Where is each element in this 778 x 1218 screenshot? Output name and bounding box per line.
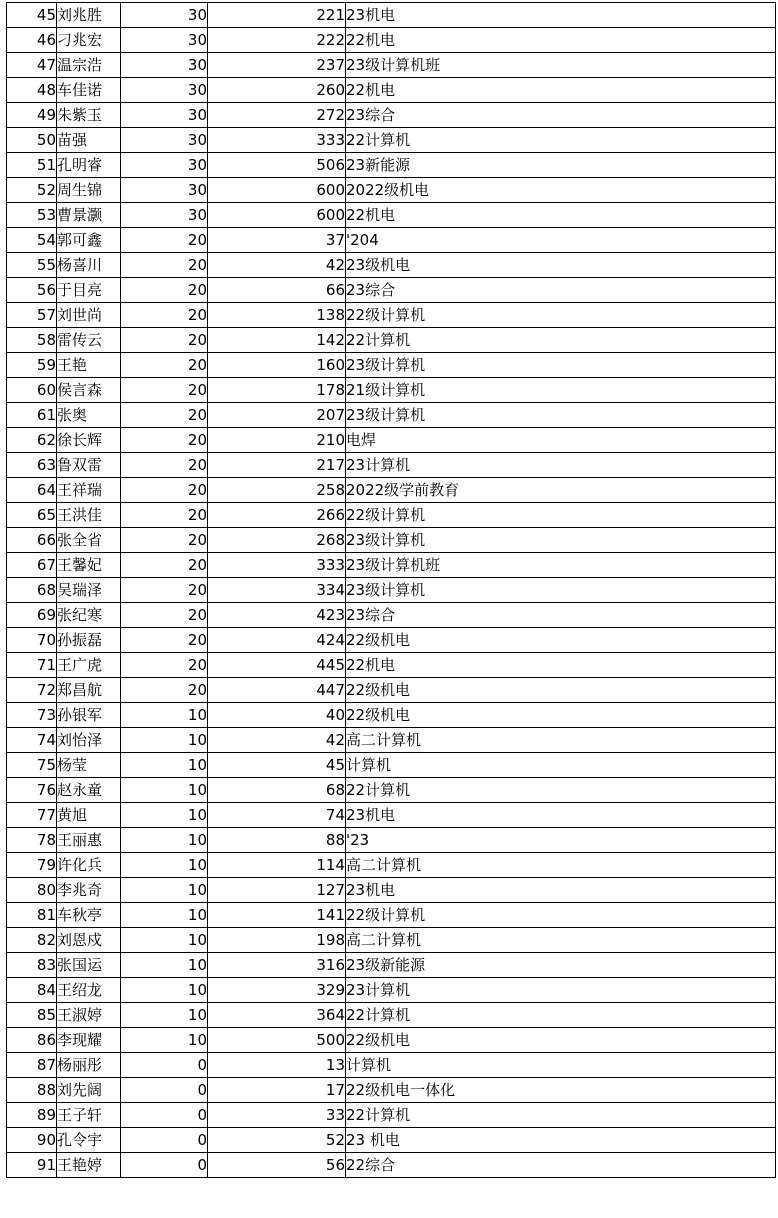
row-number-cell: 84 [7, 978, 57, 1003]
class-cell: 22机电 [346, 203, 776, 228]
score-cell: 20 [121, 353, 208, 378]
student-id-cell: 316 [208, 953, 346, 978]
row-number-cell: 63 [7, 453, 57, 478]
student-name-cell: 侯言森 [57, 378, 121, 403]
row-number-cell: 71 [7, 653, 57, 678]
table-row [7, 553, 776, 578]
row-number-cell: 57 [7, 303, 57, 328]
score-cell: 20 [121, 228, 208, 253]
row-number-cell: 65 [7, 503, 57, 528]
student-name-cell: 王淑婷 [57, 1003, 121, 1028]
student-id-cell: 88 [208, 828, 346, 853]
student-id-cell: 141 [208, 903, 346, 928]
student-name-cell: 王祥瑞 [57, 478, 121, 503]
row-number-cell: 54 [7, 228, 57, 253]
class-cell: 22级计算机 [346, 303, 776, 328]
table-row [7, 803, 776, 828]
table-row [7, 478, 776, 503]
student-id-cell: 127 [208, 878, 346, 903]
row-number-cell: 60 [7, 378, 57, 403]
student-name-cell: 杨丽彤 [57, 1053, 121, 1078]
student-id-cell: 40 [208, 703, 346, 728]
student-id-cell: 37 [208, 228, 346, 253]
class-cell: 22级机电一体化 [346, 1078, 776, 1103]
class-cell: 23级计算机班 [346, 53, 776, 78]
row-number-cell: 77 [7, 803, 57, 828]
student-id-cell: 114 [208, 853, 346, 878]
table-row [7, 1153, 776, 1178]
class-cell: 23机电 [346, 803, 776, 828]
score-cell: 20 [121, 603, 208, 628]
class-cell: 22级机电 [346, 703, 776, 728]
score-cell: 10 [121, 803, 208, 828]
student-id-cell: 142 [208, 328, 346, 353]
student-id-cell: 334 [208, 578, 346, 603]
row-number-cell: 89 [7, 1103, 57, 1128]
table-row [7, 278, 776, 303]
table-row [7, 453, 776, 478]
score-cell: 0 [121, 1053, 208, 1078]
student-id-cell: 45 [208, 753, 346, 778]
student-name-cell: 赵永童 [57, 778, 121, 803]
table-row [7, 1128, 776, 1153]
student-name-cell: 温宗浩 [57, 53, 121, 78]
student-name-cell: 孙银军 [57, 703, 121, 728]
row-number-cell: 49 [7, 103, 57, 128]
table-row [7, 328, 776, 353]
row-number-cell: 73 [7, 703, 57, 728]
score-cell: 10 [121, 978, 208, 1003]
table-row [7, 378, 776, 403]
table-row [7, 753, 776, 778]
score-cell: 30 [121, 203, 208, 228]
class-cell: 22计算机 [346, 328, 776, 353]
table-row [7, 1028, 776, 1053]
class-cell: 23级计算机 [346, 578, 776, 603]
student-id-cell: 424 [208, 628, 346, 653]
row-number-cell: 50 [7, 128, 57, 153]
student-id-cell: 56 [208, 1153, 346, 1178]
student-id-cell: 221 [208, 3, 346, 28]
row-number-cell: 68 [7, 578, 57, 603]
class-cell: 23计算机 [346, 978, 776, 1003]
student-name-cell: 李兆奇 [57, 878, 121, 903]
table-row [7, 203, 776, 228]
table-row [7, 103, 776, 128]
student-name-cell: 张国运 [57, 953, 121, 978]
class-cell: 23级新能源 [346, 953, 776, 978]
score-cell: 20 [121, 478, 208, 503]
score-cell: 20 [121, 428, 208, 453]
student-name-cell: 刘恩戍 [57, 928, 121, 953]
table-row [7, 53, 776, 78]
class-cell: 23计算机 [346, 453, 776, 478]
table-row [7, 653, 776, 678]
class-cell: 高二计算机 [346, 728, 776, 753]
student-name-cell: 苗强 [57, 128, 121, 153]
row-number-cell: 74 [7, 728, 57, 753]
class-cell: 22计算机 [346, 778, 776, 803]
table-row [7, 528, 776, 553]
row-number-cell: 46 [7, 28, 57, 53]
student-id-cell: 138 [208, 303, 346, 328]
table-row [7, 1003, 776, 1028]
class-cell: 23综合 [346, 603, 776, 628]
class-cell: 22级机电 [346, 678, 776, 703]
class-cell: 23级计算机 [346, 353, 776, 378]
row-number-cell: 62 [7, 428, 57, 453]
student-id-cell: 207 [208, 403, 346, 428]
student-id-cell: 260 [208, 78, 346, 103]
student-name-cell: 雷传云 [57, 328, 121, 353]
student-name-cell: 郑昌航 [57, 678, 121, 703]
table-row [7, 428, 776, 453]
class-cell: 23级计算机班 [346, 553, 776, 578]
results-table-body [7, 3, 776, 1178]
row-number-cell: 78 [7, 828, 57, 853]
student-name-cell: 徐长辉 [57, 428, 121, 453]
table-row [7, 878, 776, 903]
results-table [6, 2, 776, 1178]
score-cell: 10 [121, 1028, 208, 1053]
table-row [7, 303, 776, 328]
student-id-cell: 445 [208, 653, 346, 678]
student-id-cell: 68 [208, 778, 346, 803]
score-cell: 10 [121, 1003, 208, 1028]
student-name-cell: 孙振磊 [57, 628, 121, 653]
score-cell: 30 [121, 28, 208, 53]
student-name-cell: 杨喜川 [57, 253, 121, 278]
student-id-cell: 500 [208, 1028, 346, 1053]
row-number-cell: 80 [7, 878, 57, 903]
student-id-cell: 198 [208, 928, 346, 953]
score-cell: 20 [121, 303, 208, 328]
student-name-cell: 杨莹 [57, 753, 121, 778]
row-number-cell: 79 [7, 853, 57, 878]
score-cell: 30 [121, 3, 208, 28]
table-row [7, 778, 776, 803]
table-row [7, 1078, 776, 1103]
student-id-cell: 272 [208, 103, 346, 128]
class-cell: 22计算机 [346, 1003, 776, 1028]
score-cell: 20 [121, 553, 208, 578]
table-row [7, 578, 776, 603]
table-row [7, 403, 776, 428]
class-cell: 22计算机 [346, 128, 776, 153]
table-row [7, 28, 776, 53]
score-cell: 10 [121, 703, 208, 728]
student-name-cell: 孔令宇 [57, 1128, 121, 1153]
student-name-cell: 王子轩 [57, 1103, 121, 1128]
score-cell: 20 [121, 528, 208, 553]
class-cell: 高二计算机 [346, 928, 776, 953]
row-number-cell: 88 [7, 1078, 57, 1103]
row-number-cell: 69 [7, 603, 57, 628]
score-cell: 10 [121, 853, 208, 878]
class-cell: 23级计算机 [346, 528, 776, 553]
row-number-cell: 81 [7, 903, 57, 928]
class-cell: 高二计算机 [346, 853, 776, 878]
class-cell: 22机电 [346, 653, 776, 678]
class-cell: 2022级学前教育 [346, 478, 776, 503]
row-number-cell: 53 [7, 203, 57, 228]
student-id-cell: 13 [208, 1053, 346, 1078]
table-row [7, 928, 776, 953]
score-cell: 20 [121, 378, 208, 403]
class-cell: 23级计算机 [346, 403, 776, 428]
class-cell: '23 [346, 828, 776, 853]
student-name-cell: 张全省 [57, 528, 121, 553]
student-id-cell: 333 [208, 553, 346, 578]
table-row [7, 978, 776, 1003]
class-cell: 计算机 [346, 1053, 776, 1078]
score-cell: 20 [121, 578, 208, 603]
table-row [7, 78, 776, 103]
score-cell: 0 [121, 1078, 208, 1103]
class-cell: 电焊 [346, 428, 776, 453]
student-id-cell: 423 [208, 603, 346, 628]
score-cell: 20 [121, 403, 208, 428]
class-cell: 22级计算机 [346, 903, 776, 928]
row-number-cell: 64 [7, 478, 57, 503]
table-row [7, 3, 776, 28]
row-number-cell: 47 [7, 53, 57, 78]
row-number-cell: 86 [7, 1028, 57, 1053]
student-name-cell: 王艳 [57, 353, 121, 378]
table-row [7, 253, 776, 278]
row-number-cell: 51 [7, 153, 57, 178]
student-id-cell: 17 [208, 1078, 346, 1103]
student-name-cell: 张奥 [57, 403, 121, 428]
student-name-cell: 车佳诺 [57, 78, 121, 103]
student-id-cell: 600 [208, 178, 346, 203]
student-name-cell: 刁兆宏 [57, 28, 121, 53]
student-id-cell: 258 [208, 478, 346, 503]
student-id-cell: 66 [208, 278, 346, 303]
score-cell: 10 [121, 928, 208, 953]
row-number-cell: 82 [7, 928, 57, 953]
student-id-cell: 160 [208, 353, 346, 378]
student-id-cell: 33 [208, 1103, 346, 1128]
score-cell: 10 [121, 878, 208, 903]
class-cell: 23综合 [346, 278, 776, 303]
class-cell: 23综合 [346, 103, 776, 128]
class-cell: 计算机 [346, 753, 776, 778]
class-cell: 22机电 [346, 78, 776, 103]
row-number-cell: 45 [7, 3, 57, 28]
student-name-cell: 黄旭 [57, 803, 121, 828]
score-cell: 30 [121, 53, 208, 78]
table-row [7, 1053, 776, 1078]
class-cell: 22级机电 [346, 628, 776, 653]
table-row [7, 703, 776, 728]
student-name-cell: 许化兵 [57, 853, 121, 878]
student-id-cell: 268 [208, 528, 346, 553]
class-cell: 22级机电 [346, 1028, 776, 1053]
student-id-cell: 52 [208, 1128, 346, 1153]
student-name-cell: 王绍龙 [57, 978, 121, 1003]
student-name-cell: 王广虎 [57, 653, 121, 678]
student-name-cell: 刘先阔 [57, 1078, 121, 1103]
student-id-cell: 329 [208, 978, 346, 1003]
student-name-cell: 刘怡泽 [57, 728, 121, 753]
student-id-cell: 42 [208, 728, 346, 753]
row-number-cell: 48 [7, 78, 57, 103]
student-id-cell: 266 [208, 503, 346, 528]
table-row [7, 603, 776, 628]
score-cell: 20 [121, 253, 208, 278]
score-cell: 10 [121, 778, 208, 803]
class-cell: 22计算机 [346, 1103, 776, 1128]
row-number-cell: 52 [7, 178, 57, 203]
student-name-cell: 张纪寒 [57, 603, 121, 628]
class-cell: 23机电 [346, 878, 776, 903]
table-row [7, 903, 776, 928]
student-id-cell: 333 [208, 128, 346, 153]
score-cell: 10 [121, 728, 208, 753]
student-name-cell: 刘兆胜 [57, 3, 121, 28]
score-cell: 30 [121, 78, 208, 103]
student-id-cell: 210 [208, 428, 346, 453]
row-number-cell: 87 [7, 1053, 57, 1078]
score-cell: 0 [121, 1128, 208, 1153]
table-row [7, 1103, 776, 1128]
score-cell: 20 [121, 628, 208, 653]
score-cell: 0 [121, 1103, 208, 1128]
table-row [7, 728, 776, 753]
class-cell: 23级机电 [346, 253, 776, 278]
student-name-cell: 李现耀 [57, 1028, 121, 1053]
class-cell: 22级计算机 [346, 503, 776, 528]
table-row [7, 853, 776, 878]
student-id-cell: 506 [208, 153, 346, 178]
table-row [7, 128, 776, 153]
table-row [7, 628, 776, 653]
row-number-cell: 83 [7, 953, 57, 978]
student-id-cell: 217 [208, 453, 346, 478]
score-cell: 20 [121, 503, 208, 528]
row-number-cell: 58 [7, 328, 57, 353]
score-cell: 10 [121, 903, 208, 928]
student-name-cell: 曹景灏 [57, 203, 121, 228]
class-cell: 23机电 [346, 3, 776, 28]
table-row [7, 678, 776, 703]
row-number-cell: 76 [7, 778, 57, 803]
row-number-cell: 75 [7, 753, 57, 778]
row-number-cell: 66 [7, 528, 57, 553]
class-cell: 22综合 [346, 1153, 776, 1178]
student-id-cell: 600 [208, 203, 346, 228]
table-row [7, 503, 776, 528]
row-number-cell: 90 [7, 1128, 57, 1153]
score-cell: 20 [121, 278, 208, 303]
table-row [7, 178, 776, 203]
student-id-cell: 178 [208, 378, 346, 403]
student-name-cell: 王洪佳 [57, 503, 121, 528]
table-row [7, 828, 776, 853]
score-cell: 20 [121, 328, 208, 353]
row-number-cell: 67 [7, 553, 57, 578]
student-name-cell: 王馨妃 [57, 553, 121, 578]
student-id-cell: 447 [208, 678, 346, 703]
table-row [7, 953, 776, 978]
class-cell: 21级计算机 [346, 378, 776, 403]
score-cell: 30 [121, 103, 208, 128]
row-number-cell: 85 [7, 1003, 57, 1028]
score-cell: 20 [121, 453, 208, 478]
student-name-cell: 孔明睿 [57, 153, 121, 178]
student-name-cell: 车秋亭 [57, 903, 121, 928]
student-id-cell: 222 [208, 28, 346, 53]
row-number-cell: 72 [7, 678, 57, 703]
score-cell: 10 [121, 753, 208, 778]
score-cell: 0 [121, 1153, 208, 1178]
row-number-cell: 56 [7, 278, 57, 303]
class-cell: 22机电 [346, 28, 776, 53]
student-name-cell: 郭可鑫 [57, 228, 121, 253]
student-name-cell: 周生锦 [57, 178, 121, 203]
table-row [7, 353, 776, 378]
score-cell: 20 [121, 678, 208, 703]
student-name-cell: 王艳婷 [57, 1153, 121, 1178]
score-cell: 30 [121, 178, 208, 203]
class-cell: '204 [346, 228, 776, 253]
student-id-cell: 74 [208, 803, 346, 828]
row-number-cell: 61 [7, 403, 57, 428]
student-name-cell: 朱紫玉 [57, 103, 121, 128]
table-row [7, 153, 776, 178]
row-number-cell: 59 [7, 353, 57, 378]
row-number-cell: 55 [7, 253, 57, 278]
student-id-cell: 364 [208, 1003, 346, 1028]
score-cell: 10 [121, 953, 208, 978]
class-cell: 23 机电 [346, 1128, 776, 1153]
student-name-cell: 王丽惠 [57, 828, 121, 853]
score-cell: 10 [121, 828, 208, 853]
student-name-cell: 鲁双雷 [57, 453, 121, 478]
table-row [7, 228, 776, 253]
student-name-cell: 吴瑞泽 [57, 578, 121, 603]
student-id-cell: 42 [208, 253, 346, 278]
student-name-cell: 于目亮 [57, 278, 121, 303]
student-id-cell: 237 [208, 53, 346, 78]
row-number-cell: 70 [7, 628, 57, 653]
student-name-cell: 刘世尚 [57, 303, 121, 328]
score-cell: 30 [121, 153, 208, 178]
score-cell: 20 [121, 653, 208, 678]
class-cell: 23新能源 [346, 153, 776, 178]
row-number-cell: 91 [7, 1153, 57, 1178]
score-cell: 30 [121, 128, 208, 153]
class-cell: 2022级机电 [346, 178, 776, 203]
